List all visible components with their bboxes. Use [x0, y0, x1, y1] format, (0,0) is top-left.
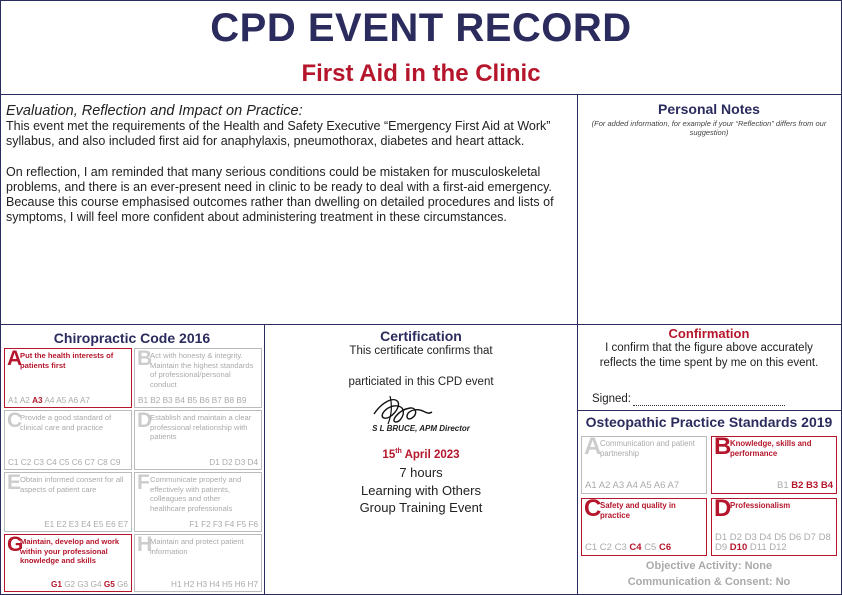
- chiro-code: F4: [224, 520, 235, 529]
- chiro-box-c: [4, 410, 132, 470]
- chiro-letter: C: [7, 409, 23, 432]
- chiro-codes: [8, 396, 90, 405]
- chiro-code: C3: [33, 458, 44, 467]
- personal-notes-heading: Personal Notes: [658, 101, 760, 117]
- osteo-code: B3: [806, 480, 819, 491]
- osteo-code: D9: [715, 542, 728, 553]
- divider: [577, 410, 842, 411]
- chiro-code: C2: [20, 458, 32, 467]
- chiro-code: F1: [189, 520, 199, 529]
- osteo-letter: B: [714, 433, 732, 460]
- chiro-code: A1: [8, 396, 19, 405]
- chiro-box-b: [134, 348, 262, 408]
- chiro-title: Provide a good standard of clinical care and practice: [20, 413, 112, 432]
- certification-section: [265, 328, 577, 357]
- osteo-code: D11: [749, 542, 767, 553]
- chiro-box-h: [134, 534, 262, 592]
- chiro-code: E7: [117, 520, 128, 529]
- chiro-letter: D: [137, 409, 153, 432]
- osteo-code: C6: [658, 542, 672, 553]
- chiro-code: C1: [8, 458, 19, 467]
- osteo-code: C2: [599, 542, 612, 553]
- osteo-code: D4: [759, 532, 772, 543]
- chiro-code: A6: [68, 396, 79, 405]
- chiro-code: G2: [64, 580, 76, 589]
- chiro-letter: G: [7, 533, 24, 556]
- chiro-code: G3: [77, 580, 89, 589]
- objective-activity-value: None: [744, 560, 773, 572]
- osteo-code: B1: [776, 480, 789, 491]
- osteo-code: D3: [744, 532, 757, 543]
- chiro-code: A4: [44, 396, 55, 405]
- chiro-code: A3: [32, 396, 43, 405]
- chiro-code: H6: [234, 580, 246, 589]
- chiro-codes: [51, 580, 128, 589]
- osteo-code: C5: [644, 542, 657, 553]
- certification-line2: particiated in this CPD event: [348, 376, 494, 388]
- osteo-title: Knowledge, skills and performance: [730, 439, 812, 458]
- chiro-code: F3: [212, 520, 223, 529]
- chiro-code: G6: [117, 580, 128, 589]
- chiro-code: B6: [199, 396, 210, 405]
- osteo-box-a: [581, 433, 707, 494]
- chiro-code: G5: [103, 580, 115, 589]
- chiro-code: E6: [105, 520, 116, 529]
- chiro-title: Establish and maintain a clear professional relationship with patients: [150, 413, 252, 441]
- chiro-code: C8: [97, 458, 108, 467]
- chiro-code: B4: [174, 396, 185, 405]
- evaluation-paragraph: On reflection, I am reminded that many serious conditions could be mistaken for musculoskeletal problems, and there is an ever-present need in clinic to be ready to deal with a first-aid emergency. Because this course emphasised outcomes rather than dwelling on detailed procedures and lists of symptoms, I will feel more confident about administering treatment in these circumstances.: [6, 164, 554, 225]
- osteo-letter: A: [584, 433, 602, 460]
- chiro-code: E1: [44, 520, 55, 529]
- chiro-code: H7: [247, 580, 258, 589]
- certification-heading: Certification: [380, 328, 462, 344]
- chiro-box-d: [134, 410, 262, 470]
- chiro-box-f: [134, 472, 262, 532]
- chiro-code: B1: [138, 396, 149, 405]
- chiro-codes: [171, 580, 258, 589]
- chiro-code: H5: [222, 580, 233, 589]
- chiro-code: E4: [81, 520, 92, 529]
- osteo-codes: [715, 533, 833, 553]
- chiro-code: D3: [234, 458, 246, 467]
- osteo-code: D2: [729, 532, 742, 543]
- chiro-code: B2: [150, 396, 161, 405]
- chiro-code: B5: [187, 396, 198, 405]
- chiro-code: E3: [68, 520, 79, 529]
- evaluation-paragraph: This event met the requirements of the Health and Safety Executive “Emergency First Aid at Work” syllabus, and also included first aid for anaphylaxis, pneumothorax, diabetes and heart attack.: [6, 119, 551, 149]
- chiro-code: C7: [84, 458, 95, 467]
- chiro-box-a: [4, 348, 132, 408]
- osteo-code: D8: [818, 532, 831, 543]
- osteo-codes: [777, 480, 833, 491]
- osteo-code: A6: [653, 480, 666, 491]
- osteo-code: D6: [788, 532, 802, 543]
- chiro-letter: F: [137, 471, 150, 494]
- osteo-code: A3: [612, 480, 625, 491]
- chiro-codes: [209, 458, 258, 467]
- osteo-code: C4: [629, 542, 642, 553]
- chiro-code: C6: [71, 458, 83, 467]
- certification-line1: This certificate confirms that: [349, 345, 493, 357]
- chiro-code: B9: [236, 396, 247, 405]
- confirmation-text: I confirm that the figure above accurately reflects the time spent by me on this event.: [599, 342, 819, 369]
- chiro-code: G1: [50, 580, 62, 589]
- osteo-box-c: [581, 495, 707, 556]
- osteo-code: A1: [585, 480, 597, 491]
- chiro-code: B7: [211, 396, 222, 405]
- chiro-heading: Chiropractic Code 2016: [53, 330, 211, 346]
- chiro-code: B3: [162, 396, 173, 405]
- chiro-code: C5: [59, 458, 70, 467]
- chiro-code: H2: [183, 580, 195, 589]
- objective-activity-label: Objective Activity:: [645, 560, 742, 572]
- signatory-name: S L BRUCE, APM Director: [372, 424, 470, 433]
- page-title: CPD EVENT RECORD: [210, 6, 632, 50]
- osteo-code: B2: [791, 480, 804, 491]
- objective-activity: [578, 560, 840, 572]
- chiro-title: Communicate properly and effectively with patients, colleagues and other healthcare professionals: [150, 475, 242, 513]
- chiro-codes: [138, 396, 246, 405]
- osteo-codes: [585, 480, 679, 491]
- osteo-code: A5: [640, 480, 652, 491]
- osteo-code: A2: [598, 480, 611, 491]
- organiser-line1: Learning with Others: [361, 483, 481, 498]
- chiro-code: G4: [90, 580, 102, 589]
- personal-notes-subheading: (For added information, for example if your “Reflection” differs from our suggestion): [591, 119, 827, 137]
- personal-notes-section: [578, 101, 840, 137]
- osteo-code: C3: [614, 542, 627, 553]
- chiro-title: Maintain and protect patient information: [150, 537, 244, 556]
- chiro-code: A5: [56, 396, 67, 405]
- signature-graphic: [368, 392, 438, 428]
- event-hours: 7 hours: [399, 465, 443, 480]
- communication-consent-value: No: [775, 576, 791, 588]
- osteo-code: A4: [626, 480, 638, 491]
- chiro-code: C4: [46, 458, 57, 467]
- chiro-code: D1: [209, 458, 220, 467]
- chiro-title: Act with honesty & integrity. Maintain the highest standards of professional/personal conduct: [150, 351, 254, 389]
- osteo-code: D1: [715, 532, 728, 543]
- chiro-code: H1: [171, 580, 182, 589]
- osteo-letter: C: [584, 495, 602, 522]
- chiro-code: F6: [248, 520, 258, 529]
- communication-consent: [578, 576, 840, 588]
- chiro-code: E5: [93, 520, 104, 529]
- chiro-title: Obtain informed consent for all aspects of patient care: [20, 475, 124, 494]
- chiro-codes: [44, 520, 128, 529]
- osteo-code: D5: [774, 532, 787, 543]
- evaluation-section: [6, 104, 570, 240]
- divider: [0, 324, 577, 325]
- chiro-box-g: [4, 534, 132, 592]
- divider: [0, 94, 842, 95]
- chiro-code: D2: [222, 458, 233, 467]
- chiro-code: H3: [196, 580, 207, 589]
- signed-label: Signed:: [592, 393, 632, 405]
- chiro-code: C9: [110, 458, 121, 467]
- osteo-code: D10: [729, 542, 748, 553]
- date-month-year: April 2023: [401, 448, 460, 461]
- osteo-code: C1: [585, 542, 598, 553]
- event-title: First Aid in the Clinic: [301, 60, 541, 87]
- signature-line[interactable]: [633, 405, 785, 406]
- chiro-code: D4: [247, 458, 258, 467]
- osteo-title: Professionalism: [730, 501, 791, 510]
- chiro-letter: B: [137, 347, 153, 370]
- osteo-codes: [585, 542, 671, 553]
- chiro-title: Put the health interests of patients first: [20, 351, 114, 370]
- chiro-code: F2: [201, 520, 211, 529]
- chiro-code: E2: [56, 520, 67, 529]
- osteo-title: Safety and quality in practice: [600, 501, 676, 520]
- evaluation-heading: Evaluation, Reflection and Impact on Practice:: [6, 103, 303, 119]
- chiro-letter: A: [7, 347, 23, 370]
- date-suffix: th: [395, 448, 402, 455]
- chiro-code: A7: [79, 396, 90, 405]
- chiro-codes: [8, 458, 120, 467]
- chiro-code: A2: [19, 396, 30, 405]
- chiro-codes: [189, 520, 258, 529]
- confirmation-heading: Confirmation: [668, 326, 750, 341]
- chiro-box-e: [4, 472, 132, 532]
- osteo-letter: D: [714, 495, 732, 522]
- osteo-code: D7: [803, 532, 816, 543]
- osteo-code: D12: [769, 542, 787, 553]
- chiro-code: B8: [224, 396, 235, 405]
- osteo-code: A7: [667, 480, 680, 491]
- osteo-title: Communication and patient partnership: [600, 439, 695, 458]
- organiser-line2: Group Training Event: [359, 500, 483, 515]
- chiro-code: H4: [209, 580, 220, 589]
- osteo-heading: Osteopathic Practice Standards 2019: [585, 414, 833, 430]
- date-day: 15: [382, 448, 396, 461]
- osteo-box-b: [711, 433, 837, 494]
- chiro-letter: E: [7, 471, 22, 494]
- communication-consent-label: Communication & Consent:: [627, 576, 773, 588]
- chiro-title: Maintain, develop and work within your professional knowledge and skills: [20, 537, 120, 565]
- chiro-code: F5: [236, 520, 247, 529]
- osteo-code: B4: [820, 480, 833, 491]
- divider: [577, 324, 842, 325]
- chiro-letter: H: [137, 533, 153, 556]
- osteo-box-d: [711, 495, 837, 556]
- event-date: [265, 448, 577, 461]
